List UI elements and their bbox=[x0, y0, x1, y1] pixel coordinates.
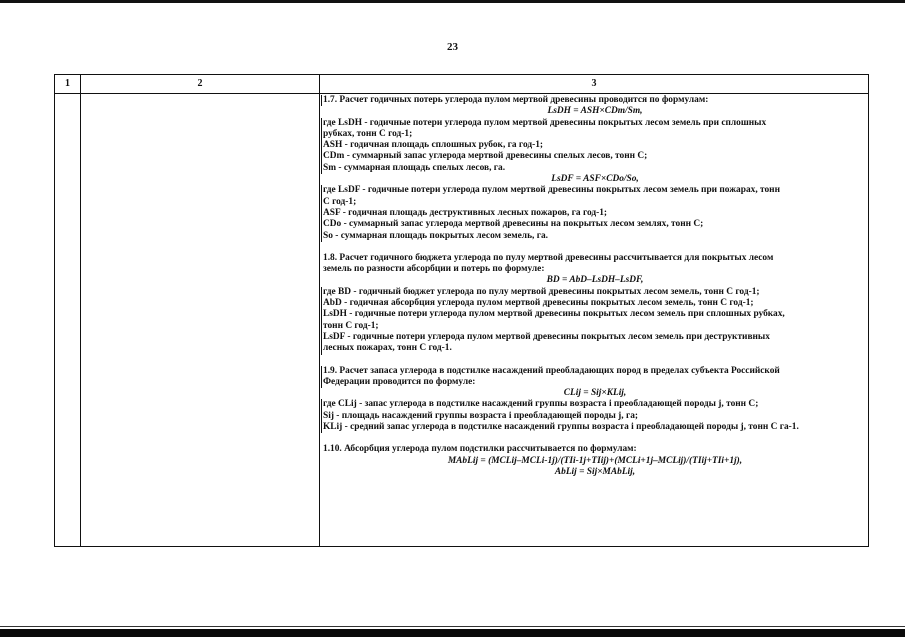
formula-lsdh: LsDH = ASH×CDm/Sm, bbox=[547, 106, 643, 117]
formula-clij: CLij = Sij×KLij, bbox=[563, 388, 627, 399]
bottom-rule bbox=[0, 629, 905, 637]
definition-line: где LsDF - годичные потери углерода пулом мертвой древесины покрытых лесом земель при пожарах, тонн bbox=[321, 185, 869, 196]
column-header-2: 2 bbox=[197, 78, 203, 89]
definition-line: С год-1; bbox=[321, 197, 869, 208]
page-number: 23 bbox=[447, 41, 458, 53]
definition-line: Sm - суммарная площадь спелых лесов, га. bbox=[321, 163, 869, 174]
definition-line: где BD - годичный бюджет углерода по пулу мертвой древесины покрытых лесом земель, тонн С год-1; bbox=[321, 287, 869, 298]
definition-line: So - суммарная площадь покрытых лесом земель, га. bbox=[321, 231, 869, 242]
content-table bbox=[54, 74, 869, 547]
section-1-8-heading-cont: земель по разности абсорбции и потерь по формуле: bbox=[323, 264, 545, 275]
section-1-7-heading: 1.7. Расчет годичных потерь углерода пулом мертвой древесины проводится по формулам: bbox=[321, 95, 869, 106]
definition-line: рубках, тонн С год-1; bbox=[321, 129, 869, 140]
column-divider-2 bbox=[319, 75, 320, 546]
definition-line: KLij - средний запас углерода в подстилке насаждений группы возраста i преобладающей породы j, тонн С га-1. bbox=[321, 422, 869, 433]
definition-line: ASH - годичная площадь сплошных рубок, га год-1; bbox=[321, 140, 869, 151]
column-header-1: 1 bbox=[65, 78, 70, 89]
definition-line: CDm - суммарный запас углерода мертвой древесины спелых лесов, тонн С; bbox=[321, 151, 869, 162]
definition-line: где LsDH - годичные потери углерода пулом мертвой древесины покрытых лесом земель при сплошных bbox=[321, 118, 869, 129]
section-1-9-heading: 1.9. Расчет запаса углерода в подстилке насаждений преобладающих пород в пределах субъекта Российской bbox=[321, 366, 869, 377]
section-1-8-heading: 1.8. Расчет годичного бюджета углерода по пулу мертвой древесины рассчитывается для покрытых лесом bbox=[323, 252, 774, 263]
formula-bd: BD = AbD–LsDH–LsDF, bbox=[546, 275, 644, 286]
definition-line: лесных пожарах, тонн С год-1. bbox=[321, 343, 869, 354]
column-3-text bbox=[321, 95, 869, 478]
section-1-10-heading: 1.10. Абсорбция углерода пулом подстилки рассчитывается по формулам: bbox=[323, 444, 637, 455]
formula-ablij: AbLij = Sij×MAbLij, bbox=[554, 466, 636, 477]
top-rule bbox=[0, 0, 905, 3]
definition-line: ASF - годичная площадь деструктивных лесных пожаров, га год-1; bbox=[321, 208, 869, 219]
header-rule bbox=[55, 93, 868, 94]
bottom-rule-thin bbox=[0, 626, 905, 627]
definition-line: LsDF - годичные потери углерода пулом мертвой древесины покрытых лесом земель при деструктивных bbox=[321, 332, 869, 343]
definition-line: тонн С год-1; bbox=[321, 321, 869, 332]
formula-mablij: MAbLij = (MCLij–MCLi-1j)/(TIi-1j+TIij)+(MCLi+1j–MCLij)/(TIij+TIi+1j), bbox=[447, 455, 743, 466]
column-divider-1 bbox=[80, 75, 81, 546]
definition-line: Sij - площадь насаждений группы возраста i преобладающей породы j, га; bbox=[321, 411, 869, 422]
definition-line: AbD - годичная абсорбция углерода пулом мертвой древесины покрытых лесом земель, тонн С год-1; bbox=[321, 298, 869, 309]
formula-lsdf: LsDF = ASF×CDo/So, bbox=[551, 174, 639, 185]
column-header-3: 3 bbox=[591, 78, 597, 89]
section-1-9-heading-cont: Федерации проводится по формуле: bbox=[321, 377, 869, 388]
definition-line: где CLij - запас углерода в подстилке насаждений группы возраста i преобладающей породы j, тонн С; bbox=[321, 399, 869, 410]
definition-line: LsDH - годичные потери углерода пулом мертвой древесины покрытых лесом земель при сплошных рубках, bbox=[321, 309, 869, 320]
definition-line: CDo - суммарный запас углерода мертвой древесины на покрытых лесом землях, тонн С; bbox=[321, 219, 869, 230]
